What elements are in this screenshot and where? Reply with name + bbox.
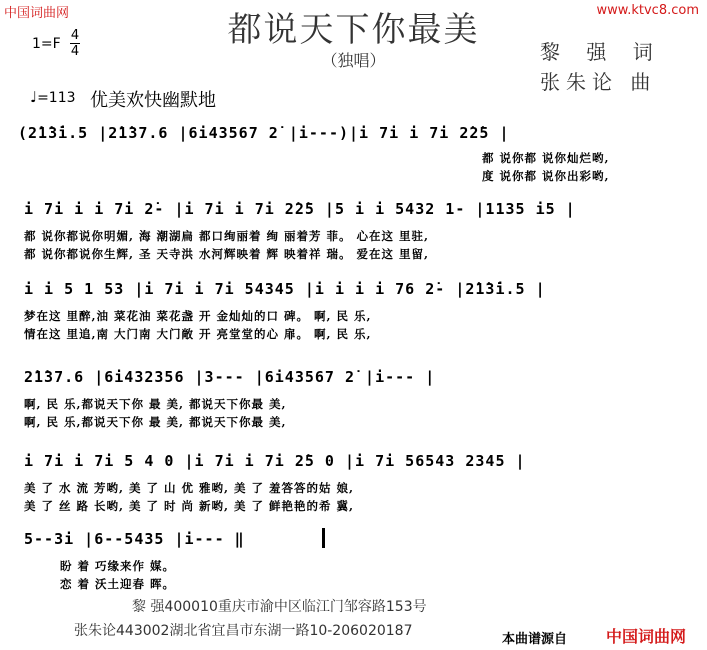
lyric-line-5b: 美 了 丝 路 长哟, 美 了 时 尚 新哟, 美 了 鲜艳艳的希 冀, [24,499,355,513]
meter-top: 4 [70,28,80,43]
tempo-marking [30,88,76,106]
key-signature: 1=F [32,36,61,52]
lyric-line-5a: 美 了 水 流 芳哟, 美 了 山 优 雅哟, 美 了 羞答答的姑 娘, [24,481,355,495]
quarter-note-icon: ♩ [30,88,38,106]
composer-address: 张朱论443002湖北省宜昌市东湖一路10-206020187 [74,623,413,639]
lyric-line-1b: 度 说你都 说你出彩哟, [482,169,610,183]
lyricist-credit: 黎 强 词 [540,40,663,64]
lyricist-address: 黎 强400010重庆市渝中区临江门邹容路153号 [132,599,427,615]
site-logo-top-left: 中国词曲网 [4,6,70,21]
tempo-value: =113 [37,90,76,106]
lyric-line-4a: 啊, 民 乐,都说天下你 最 美, 都说天下你最 美, [24,397,287,411]
lyric-line-3a: 梦在这 里醉,油 菜花油 菜花盏 开 金灿灿的口 碑。 啊, 民 乐, [24,309,372,323]
lyric-line-4b: 啊, 民 乐,都说天下你 最 美, 都说天下你最 美, [24,415,287,429]
composer-credit: 张朱论 曲 [540,70,657,94]
source-label: 本曲谱源自 [502,632,568,647]
notation-line-3: i i 5 1 53 |i 7i i 7i 54345 |i i i i 76 2̇- |2̇1̇3̇i.5 | [24,280,546,298]
lyric-line-2a: 都 说你都说你明媚, 海 潮湖扁 都口绚丽着 绚 丽着芳 菲。 心在这 里驻, [24,229,430,243]
lyric-line-6a: 盼 着 巧缘来作 媒。 [60,559,176,573]
lyric-line-3b: 情在这 里追,南 大门南 大门敞 开 亮堂堂的心 扉。 啊, 民 乐, [24,327,372,341]
song-title: 都说天下你最美 [227,10,480,50]
site-url-top-right: www.ktvc8.com [596,3,699,18]
notation-line-1: (2̇1̇3̇i.5 |2̇1̇37.6 |6i43567 2̇ |i---)|i 7i i 7i 2̇2̇5 | [18,124,510,142]
song-subtitle: （独唱） [321,51,386,70]
expression-marking: 优美欢快幽默地 [90,90,216,111]
notation-line-4: 2̇1̇37.6 |6i432356 |3--- |6i43567 2̇ |i--- | [24,368,436,386]
time-signature [70,28,80,59]
lyric-line-6b: 恋 着 沃土迎春 晖。 [60,577,176,591]
notation-line-6: 5--3i |6--5435 |i--- ‖ [24,530,245,548]
meter-bottom: 4 [70,44,80,59]
lyric-line-2b: 都 说你都说你生辉, 圣 天寺洪 水河辉映着 辉 映着祥 瑞。 爱在这 里留, [24,247,430,261]
notation-line-5: i 7i i 7i 5 4 0 |i 7i i 7i 2̇5 0 |i 7i 56543 2345 | [24,452,526,470]
site-logo-bottom-right: 中国词曲网 [606,627,687,646]
final-barline [322,528,325,548]
lyric-line-1a: 都 说你都 说你灿烂哟, [482,151,610,165]
notation-line-2: i 7i i i 7i 2̇- |i 7i i 7i 2̇2̇5 |5 i i 5432 1- |1135 i5 | [24,200,576,218]
